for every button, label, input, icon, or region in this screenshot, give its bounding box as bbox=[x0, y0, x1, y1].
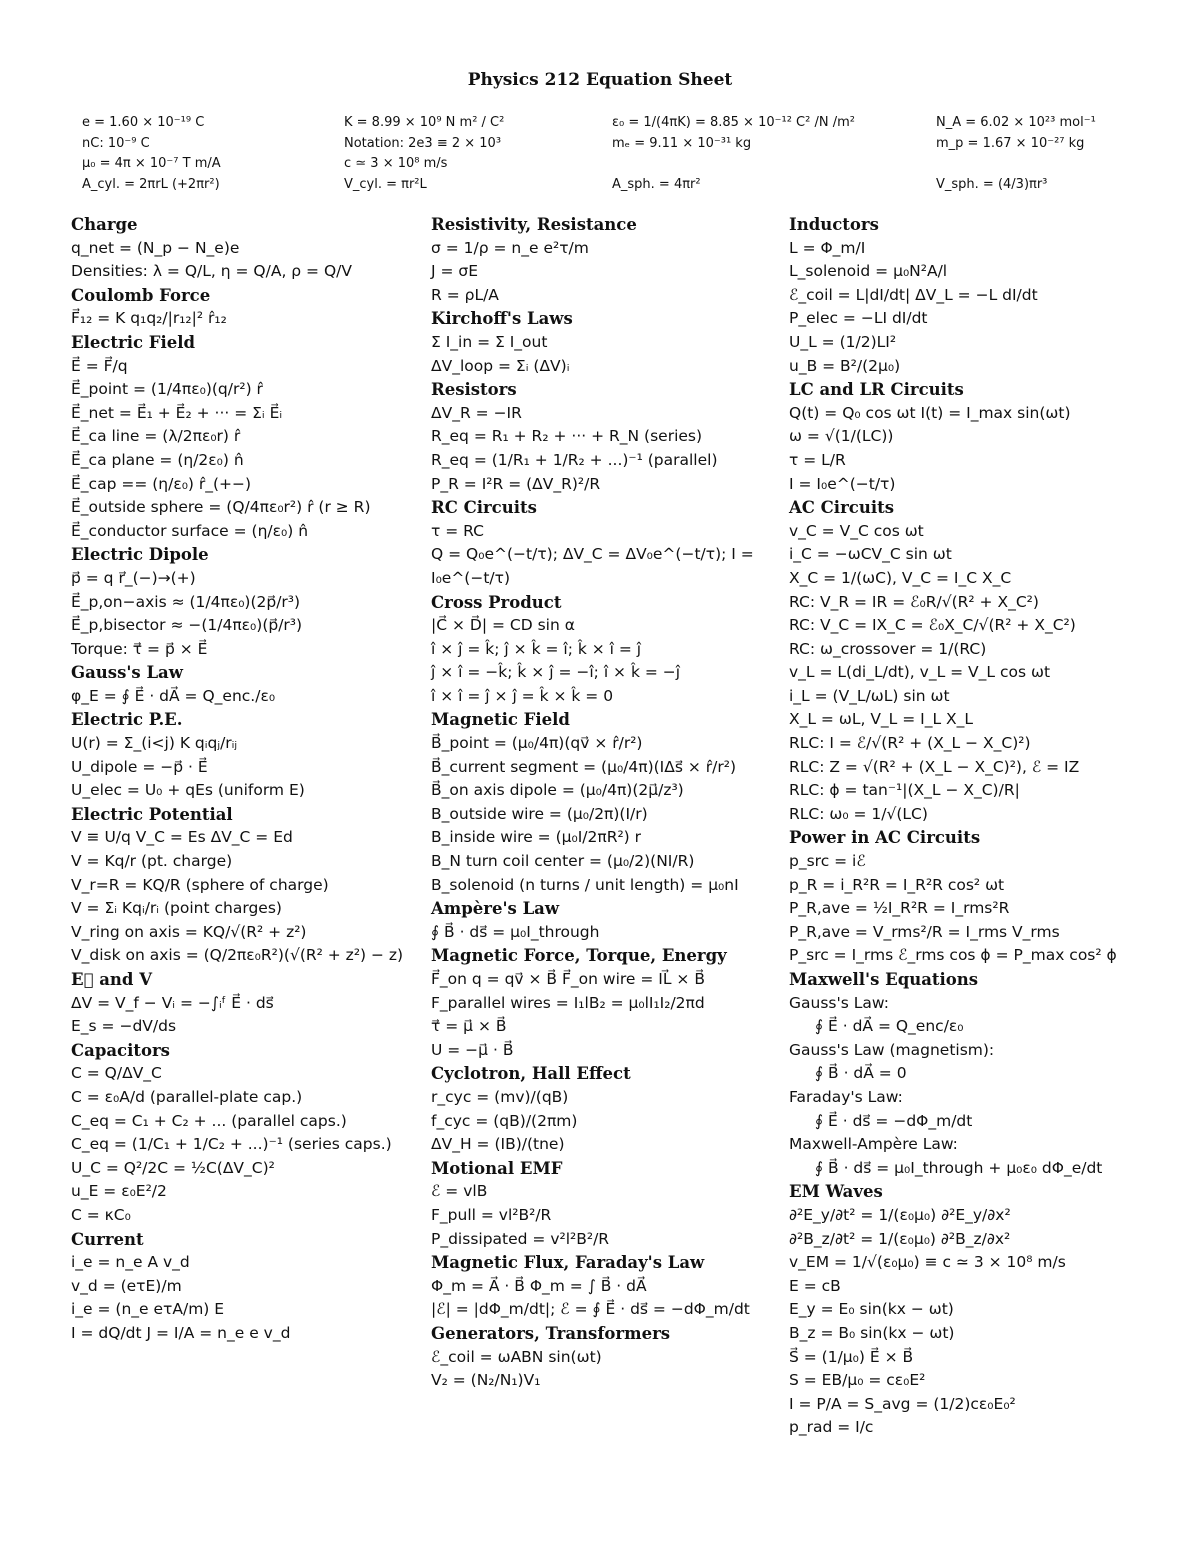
equation-line: q_net = (N_p − N_e)e bbox=[71, 238, 240, 257]
constant-entry bbox=[612, 154, 936, 175]
constant-entry: μ₀ = 4π × 10⁻⁷ T m/A bbox=[82, 156, 221, 171]
equation-line: v_L = L(di_L/dt), v_L = V_L cos ωt bbox=[789, 663, 1051, 682]
equation-line: B_N turn coil center = (μ₀/2)(NI/R) bbox=[431, 852, 695, 871]
equation-line: F⃗_on q = qv⃗ × B⃗ F⃗_on wire = IL⃗ × B⃗ bbox=[431, 970, 705, 988]
equation-line: σ = 1/ρ = n_e e²τ/m bbox=[431, 238, 589, 257]
equation-line: C = κC₀ bbox=[71, 1205, 131, 1224]
section-heading: Coulomb Force bbox=[71, 285, 211, 305]
equation-line: p_src = iℰ bbox=[789, 852, 866, 871]
constants-table bbox=[82, 113, 1142, 195]
equation-line: RLC: ω₀ = 1/√(LC) bbox=[789, 804, 928, 823]
equation-line: J = σE bbox=[431, 262, 479, 281]
constant-entry: A_sph. = 4πr² bbox=[612, 176, 701, 192]
constant-entry: N_A = 6.02 × 10²³ mol⁻¹ bbox=[936, 115, 1096, 130]
equation-line: P_src = I_rms ℰ_rms cos ϕ = P_max cos² ϕ bbox=[789, 946, 1117, 965]
equation-line: E⃗_ca line = (λ/2πε₀r) r̂ bbox=[71, 427, 241, 446]
section-heading: Power in AC Circuits bbox=[789, 828, 981, 848]
equation-line: Gauss's Law (magnetism): bbox=[789, 1040, 995, 1059]
equation-line: U_elec = U₀ + qEs (uniform E) bbox=[71, 781, 305, 800]
equation-line: i_e = (n_e eτA/m) E bbox=[71, 1300, 225, 1319]
equation-line: u_E = ε₀E²/2 bbox=[71, 1182, 167, 1201]
equation-line: I = P/A = S_avg = (1/2)cε₀E₀² bbox=[789, 1394, 1016, 1413]
equation-line: i_e = n_e A v_d bbox=[71, 1253, 190, 1272]
equation-line: U = −μ⃗ · B⃗ bbox=[431, 1040, 514, 1059]
equation-line: φ_E = ∮ E⃗ · dA⃗ = Q_enc./ε₀ bbox=[71, 686, 276, 705]
section-heading: LC and LR Circuits bbox=[789, 380, 964, 400]
section-heading: Resistors bbox=[431, 380, 517, 400]
section-heading: RC Circuits bbox=[431, 498, 537, 518]
equation-line: U_dipole = −p⃗ · E⃗ bbox=[71, 757, 208, 776]
equation-line: |C⃗ × D⃗| = CD sin α bbox=[431, 616, 575, 635]
equation-line: E⃗_conductor surface = (η/ε₀) n̂ bbox=[71, 521, 309, 540]
equation-line: E⃗_p,on−axis ≈ (1/4πε₀)(2p⃗/r³) bbox=[71, 592, 301, 611]
equation-line: ΔV_loop = Σᵢ (ΔV)ᵢ bbox=[431, 356, 570, 375]
equation-line: ℰ_coil = L|dI/dt| ΔV_L = −L dI/dt bbox=[789, 285, 1038, 304]
section-heading: EM Waves bbox=[789, 1182, 883, 1202]
constant-entry: V_sph. = (4/3)πr³ bbox=[936, 176, 1048, 192]
section-heading: Gauss's Law bbox=[71, 663, 183, 683]
section-heading: Current bbox=[71, 1229, 144, 1249]
equation-line: L = Φ_m/I bbox=[789, 238, 866, 257]
equation-line: C_eq = C₁ + C₂ + ... (parallel caps.) bbox=[71, 1111, 347, 1130]
equation-line: Densities: λ = Q/L, η = Q/A, ρ = Q/V bbox=[71, 262, 352, 281]
equation-line: ∮ B⃗ · ds⃗ = μ₀I_through bbox=[431, 922, 600, 941]
constant-entry: e = 1.60 × 10⁻¹⁹ C bbox=[82, 115, 205, 130]
equation-line: E⃗_ca plane = (η/2ε₀) n̂ bbox=[71, 450, 244, 469]
equation-line: U_C = Q²/2C = ½C(ΔV_C)² bbox=[71, 1158, 275, 1177]
equation-line: r_cyc = (mv)/(qB) bbox=[431, 1087, 569, 1106]
equation-line: Gauss's Law: bbox=[789, 993, 889, 1012]
equation-line: P_R,ave = V_rms²/R = I_rms V_rms bbox=[789, 922, 1060, 941]
equation-line: ∂²E_y/∂t² = 1/(ε₀μ₀) ∂²E_y/∂x² bbox=[789, 1205, 1011, 1224]
equation-line: L_solenoid = μ₀N²A/l bbox=[789, 262, 948, 281]
constant-entry: A_cyl. = 2πrL (+2πr²) bbox=[82, 176, 220, 192]
equation-line: I₀e^(−t/τ) bbox=[431, 568, 511, 587]
equation-line: i_C = −ωCV_C sin ωt bbox=[789, 545, 952, 564]
equation-line: RLC: Z = √(R² + (X_L − X_C)²), ℰ = IZ bbox=[789, 757, 1080, 776]
equation-line: î × ĵ = k̂; ĵ × k̂ = î; k̂ × î = ĵ bbox=[431, 639, 642, 658]
equation-line: u_B = B²/(2μ₀) bbox=[789, 356, 901, 375]
section-heading: Magnetic Flux, Faraday's Law bbox=[431, 1253, 705, 1273]
equation-line: E⃗_net = E⃗₁ + E⃗₂ + ··· = Σᵢ E⃗ᵢ bbox=[71, 403, 283, 422]
section-heading: Maxwell's Equations bbox=[789, 970, 979, 989]
equation-line: RC: V_R = IR = ℰ₀R/√(R² + X_C²) bbox=[789, 592, 1039, 611]
equation-line: S⃗ = (1/μ₀) E⃗ × B⃗ bbox=[789, 1347, 914, 1366]
equation-line: F_pull = vl²B²/R bbox=[431, 1205, 552, 1224]
equation-line: X_C = 1/(ωC), V_C = I_C X_C bbox=[789, 568, 1012, 587]
constant-entry bbox=[936, 154, 1142, 175]
equation-line: Faraday's Law: bbox=[789, 1087, 903, 1106]
constant-entry: K = 8.99 × 10⁹ N m² / C² bbox=[344, 115, 505, 130]
equation-line: V_disk on axis = (Q/2πε₀R²)(√(R² + z²) − z) bbox=[71, 946, 404, 965]
equation-line: v_EM = 1/√(ε₀μ₀) ≡ c ≃ 3 × 10⁸ m/s bbox=[789, 1253, 1066, 1272]
equation-line: Maxwell-Ampère Law: bbox=[789, 1135, 958, 1154]
section-heading: Magnetic Force, Torque, Energy bbox=[431, 946, 727, 966]
equation-line: V₂ = (N₂/N₁)V₁ bbox=[431, 1371, 541, 1390]
equation-column-2 bbox=[431, 213, 776, 1393]
constant-entry: V_cyl. = πr²L bbox=[344, 176, 427, 192]
equation-line: RC: V_C = IX_C = ℰ₀X_C/√(R² + X_C²) bbox=[789, 616, 1076, 635]
section-heading: Inductors bbox=[789, 215, 879, 234]
equation-line: ∮ E⃗ · dA⃗ = Q_enc/ε₀ bbox=[815, 1017, 964, 1036]
equation-line: C = Q/ΔV_C bbox=[71, 1064, 162, 1083]
equation-line: B_inside wire = (μ₀I/2πR²) r bbox=[431, 828, 642, 847]
equation-line: ℰ_coil = ωABN sin(ωt) bbox=[431, 1347, 602, 1366]
equation-line: p_rad = I/c bbox=[789, 1418, 874, 1437]
equation-line: P_R = I²R = (ΔV_R)²/R bbox=[431, 474, 601, 493]
equation-column-1 bbox=[71, 213, 416, 1346]
equation-line: E = cB bbox=[789, 1276, 841, 1295]
equation-line: R_eq = R₁ + R₂ + ··· + R_N (series) bbox=[431, 427, 703, 446]
equation-line: B_z = B₀ sin(kx − ωt) bbox=[789, 1323, 955, 1342]
equation-line: RLC: I = ℰ/√(R² + (X_L − X_C)²) bbox=[789, 734, 1031, 753]
equation-line: ∮ E⃗ · ds⃗ = −dΦ_m/dt bbox=[815, 1111, 973, 1130]
equation-line: Q = Q₀e^(−t/τ); ΔV_C = ΔV₀e^(−t/τ); I = bbox=[431, 545, 754, 564]
equation-line: V_r=R = KQ/R (sphere of charge) bbox=[71, 875, 329, 894]
constant-entry: c ≃ 3 × 10⁸ m/s bbox=[344, 156, 448, 171]
constant-entry: m_p = 1.67 × 10⁻²⁷ kg bbox=[936, 135, 1085, 151]
equation-line: U_L = (1/2)LI² bbox=[789, 332, 897, 351]
equation-line: RC: ω_crossover = 1/(RC) bbox=[789, 639, 987, 658]
section-heading: E⃗ and V bbox=[71, 970, 152, 989]
section-heading: Charge bbox=[71, 215, 138, 234]
equation-line: |ℰ| = |dΦ_m/dt|; ℰ = ∮ E⃗ · ds⃗ = −dΦ_m/dt bbox=[431, 1300, 750, 1319]
equation-line: Q(t) = Q₀ cos ωt I(t) = I_max sin(ωt) bbox=[789, 403, 1071, 422]
section-heading: Cyclotron, Hall Effect bbox=[431, 1064, 631, 1084]
section-heading: Magnetic Field bbox=[431, 710, 570, 730]
equation-line: p⃗ = q r⃗_(−)→(+) bbox=[71, 568, 196, 587]
equation-line: i_L = (V_L/ωL) sin ωt bbox=[789, 686, 950, 705]
section-heading: Electric P.E. bbox=[71, 710, 183, 730]
equation-line: V = Kq/r (pt. charge) bbox=[71, 852, 233, 871]
equation-line: S = EB/μ₀ = cε₀E² bbox=[789, 1371, 926, 1390]
equation-line: Σ I_in = Σ I_out bbox=[431, 332, 548, 351]
equation-line: E⃗_outside sphere = (Q/4πε₀r²) r̂ (r ≥ R) bbox=[71, 498, 371, 517]
equation-line: B_solenoid (n turns / unit length) = μ₀nI bbox=[431, 875, 739, 894]
equation-line: f_cyc = (qB)/(2πm) bbox=[431, 1111, 578, 1130]
equation-line: RLC: ϕ = tan⁻¹|(X_L − X_C)/R| bbox=[789, 781, 1020, 800]
section-heading: Generators, Transformers bbox=[431, 1323, 671, 1343]
equation-line: E_s = −dV/ds bbox=[71, 1017, 177, 1036]
equation-column-3 bbox=[789, 213, 1139, 1440]
constant-entry: mₑ = 9.11 × 10⁻³¹ kg bbox=[612, 135, 752, 151]
equation-line: F_parallel wires = I₁lB₂ = μ₀lI₁I₂/2πd bbox=[431, 993, 705, 1012]
equation-line: P_dissipated = v²l²B²/R bbox=[431, 1229, 610, 1248]
equation-line: R = ρL/A bbox=[431, 285, 499, 304]
equation-line: ∮ B⃗ · dA⃗ = 0 bbox=[815, 1064, 907, 1083]
equation-line: R_eq = (1/R₁ + 1/R₂ + ...)⁻¹ (parallel) bbox=[431, 450, 718, 469]
equation-line: E_y = E₀ sin(kx − ωt) bbox=[789, 1300, 954, 1319]
equation-line: ĵ × î = −k̂; k̂ × ĵ = −î; î × k̂ = −ĵ bbox=[431, 663, 681, 682]
equation-line: C_eq = (1/C₁ + 1/C₂ + ...)⁻¹ (series caps.) bbox=[71, 1135, 392, 1154]
section-heading: AC Circuits bbox=[789, 498, 894, 518]
equation-line: E⃗ = F⃗/q bbox=[71, 356, 128, 375]
equation-line: V ≡ U/q V_C = Es ΔV_C = Ed bbox=[71, 828, 293, 847]
equation-line: I = I₀e^(−t/τ) bbox=[789, 474, 896, 493]
equation-line: B_outside wire = (μ₀/2π)(I/r) bbox=[431, 804, 648, 823]
constant-entry: ε₀ = 1/(4πK) = 8.85 × 10⁻¹² C² /N /m² bbox=[612, 115, 855, 130]
equation-line: ΔV_R = −IR bbox=[431, 403, 522, 422]
equation-line: B⃗_point = (μ₀/4π)(qv⃗ × r̂/r²) bbox=[431, 734, 643, 753]
equation-line: C = ε₀A/d (parallel-plate cap.) bbox=[71, 1087, 303, 1106]
equation-line: v_C = V_C cos ωt bbox=[789, 521, 924, 540]
equation-line: V_ring on axis = KQ/√(R² + z²) bbox=[71, 922, 307, 941]
equation-line: ΔV = V_f − Vᵢ = −∫ᵢᶠ E⃗ · ds⃗ bbox=[71, 993, 274, 1012]
section-heading: Electric Dipole bbox=[71, 545, 209, 565]
equation-line: E⃗_cap == (η/ε₀) r̂_(+−) bbox=[71, 474, 252, 493]
page-title: Physics 212 Equation Sheet bbox=[467, 70, 733, 90]
section-heading: Resistivity, Resistance bbox=[431, 215, 637, 234]
equation-line: E⃗_p,bisector ≈ −(1/4πε₀)(p⃗/r³) bbox=[71, 616, 303, 635]
equation-line: I = dQ/dt J = I/A = n_e e v_d bbox=[71, 1323, 291, 1342]
equation-line: ∂²B_z/∂t² = 1/(ε₀μ₀) ∂²B_z/∂x² bbox=[789, 1229, 1011, 1248]
equation-line: Φ_m = A⃗ · B⃗ Φ_m = ∫ B⃗ · dA⃗ bbox=[431, 1276, 647, 1295]
section-heading: Ampère's Law bbox=[431, 899, 560, 919]
equation-line: τ = L/R bbox=[789, 450, 846, 469]
equation-line: E⃗_point = (1/4πε₀)(q/r²) r̂ bbox=[71, 380, 263, 399]
equation-line: î × î = ĵ × ĵ = k̂ × k̂ = 0 bbox=[431, 686, 614, 705]
equation-line: F⃗₁₂ = K q₁q₂/|r₁₂|² r̂₁₂ bbox=[71, 309, 227, 328]
constant-entry: Notation: 2e3 ≡ 2 × 10³ bbox=[344, 135, 502, 151]
equation-line: B⃗_on axis dipole = (μ₀/4π)(2μ⃗/z³) bbox=[431, 781, 684, 800]
equation-line: v_d = (eτE)/m bbox=[71, 1276, 182, 1295]
equation-line: τ⃗ = μ⃗ × B⃗ bbox=[431, 1017, 507, 1036]
equation-line: ω = √(1/(LC)) bbox=[789, 427, 894, 446]
section-heading: Kirchoff's Laws bbox=[431, 309, 573, 329]
equation-line: B⃗_current segment = (μ₀/4π)(IΔs⃗ × r̂/r²) bbox=[431, 757, 737, 776]
equation-line: ℰ = vlB bbox=[431, 1182, 488, 1201]
equation-line: V = Σᵢ Kqᵢ/rᵢ (point charges) bbox=[71, 899, 282, 918]
equation-line: X_L = ωL, V_L = I_L X_L bbox=[789, 710, 974, 729]
constant-entry: nC: 10⁻⁹ C bbox=[82, 135, 150, 151]
section-heading: Capacitors bbox=[71, 1040, 170, 1060]
section-heading: Motional EMF bbox=[431, 1158, 563, 1178]
equation-line: U(r) = Σ_(i<j) K qᵢqⱼ/rᵢⱼ bbox=[71, 734, 238, 753]
equation-line: P_elec = −LI dI/dt bbox=[789, 309, 928, 328]
equation-line: ∮ B⃗ · ds⃗ = μ₀I_through + μ₀ε₀ dΦ_e/dt bbox=[815, 1158, 1103, 1177]
equation-line: p_R = i_R²R = I_R²R cos² ωt bbox=[789, 875, 1005, 894]
equation-line: Torque: τ⃗ = p⃗ × E⃗ bbox=[71, 639, 208, 658]
equation-line: P_R,ave = ½I_R²R = I_rms²R bbox=[789, 899, 1010, 918]
section-heading: Cross Product bbox=[431, 592, 562, 612]
section-heading: Electric Field bbox=[71, 332, 196, 352]
equation-line: τ = RC bbox=[431, 521, 484, 540]
section-heading: Electric Potential bbox=[71, 804, 233, 824]
equation-line: ΔV_H = (IB)/(tne) bbox=[431, 1135, 565, 1154]
